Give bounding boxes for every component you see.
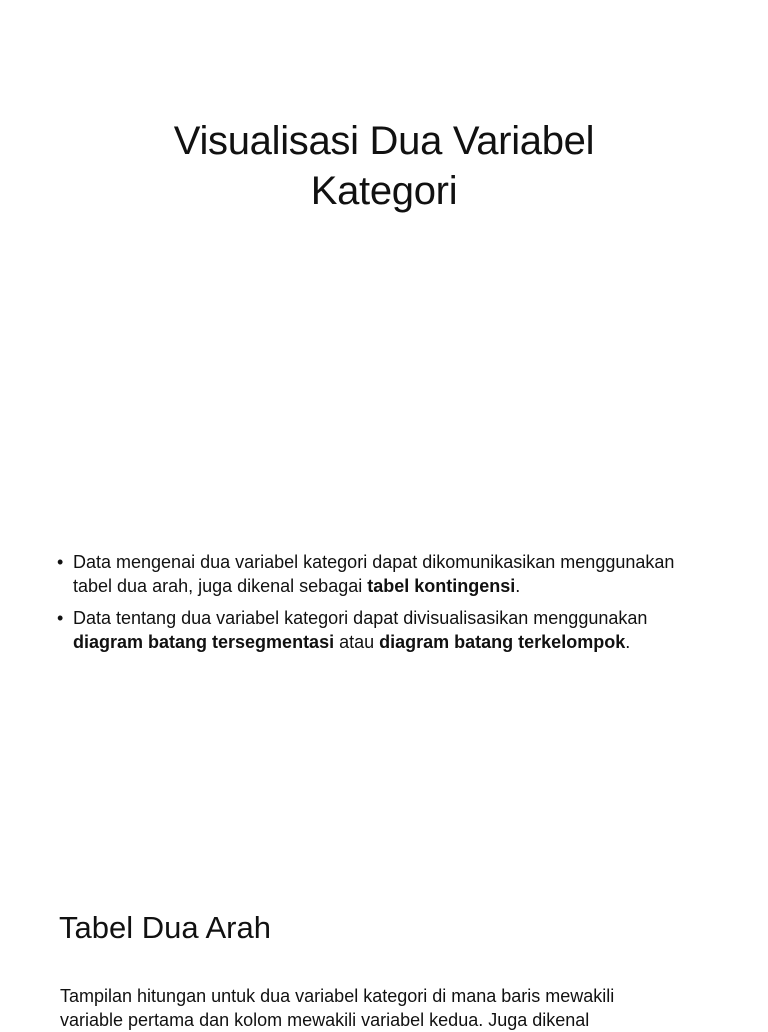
bullet-item <box>56 606 716 654</box>
bullet-text: . <box>625 632 631 652</box>
bullet-text: Data mengenai dua variabel kategori dapat dikomunikasikan menggunakan tabel dua arah, juga dikenal sebagai <box>73 552 675 596</box>
slide-title-line-1: Visualisasi Dua Variabel <box>173 119 595 163</box>
bullet-list <box>56 550 716 662</box>
slide-title <box>120 116 648 216</box>
bullet-bold-term: diagram batang terkelompok <box>379 632 626 652</box>
bullet-bold-term: tabel kontingensi <box>367 576 516 596</box>
bullet-item <box>56 550 716 598</box>
bullet-text: . <box>515 576 521 596</box>
section-title: Tabel Dua Arah <box>59 910 271 945</box>
body-line-1: Tampilan hitungan untuk dua variabel kategori di mana baris mewakili <box>60 986 615 1006</box>
bullet-text: Data tentang dua variabel kategori dapat divisualisasikan menggunakan <box>73 608 648 628</box>
slide-title-line-2: Kategori <box>310 169 458 213</box>
bullet-bold-term: diagram batang tersegmentasi <box>73 632 335 652</box>
body-paragraph <box>60 984 720 1032</box>
body-line-2: variable pertama dan kolom mewakili variabel kedua. Juga dikenal <box>60 1010 590 1030</box>
bullet-text: atau <box>334 632 380 652</box>
